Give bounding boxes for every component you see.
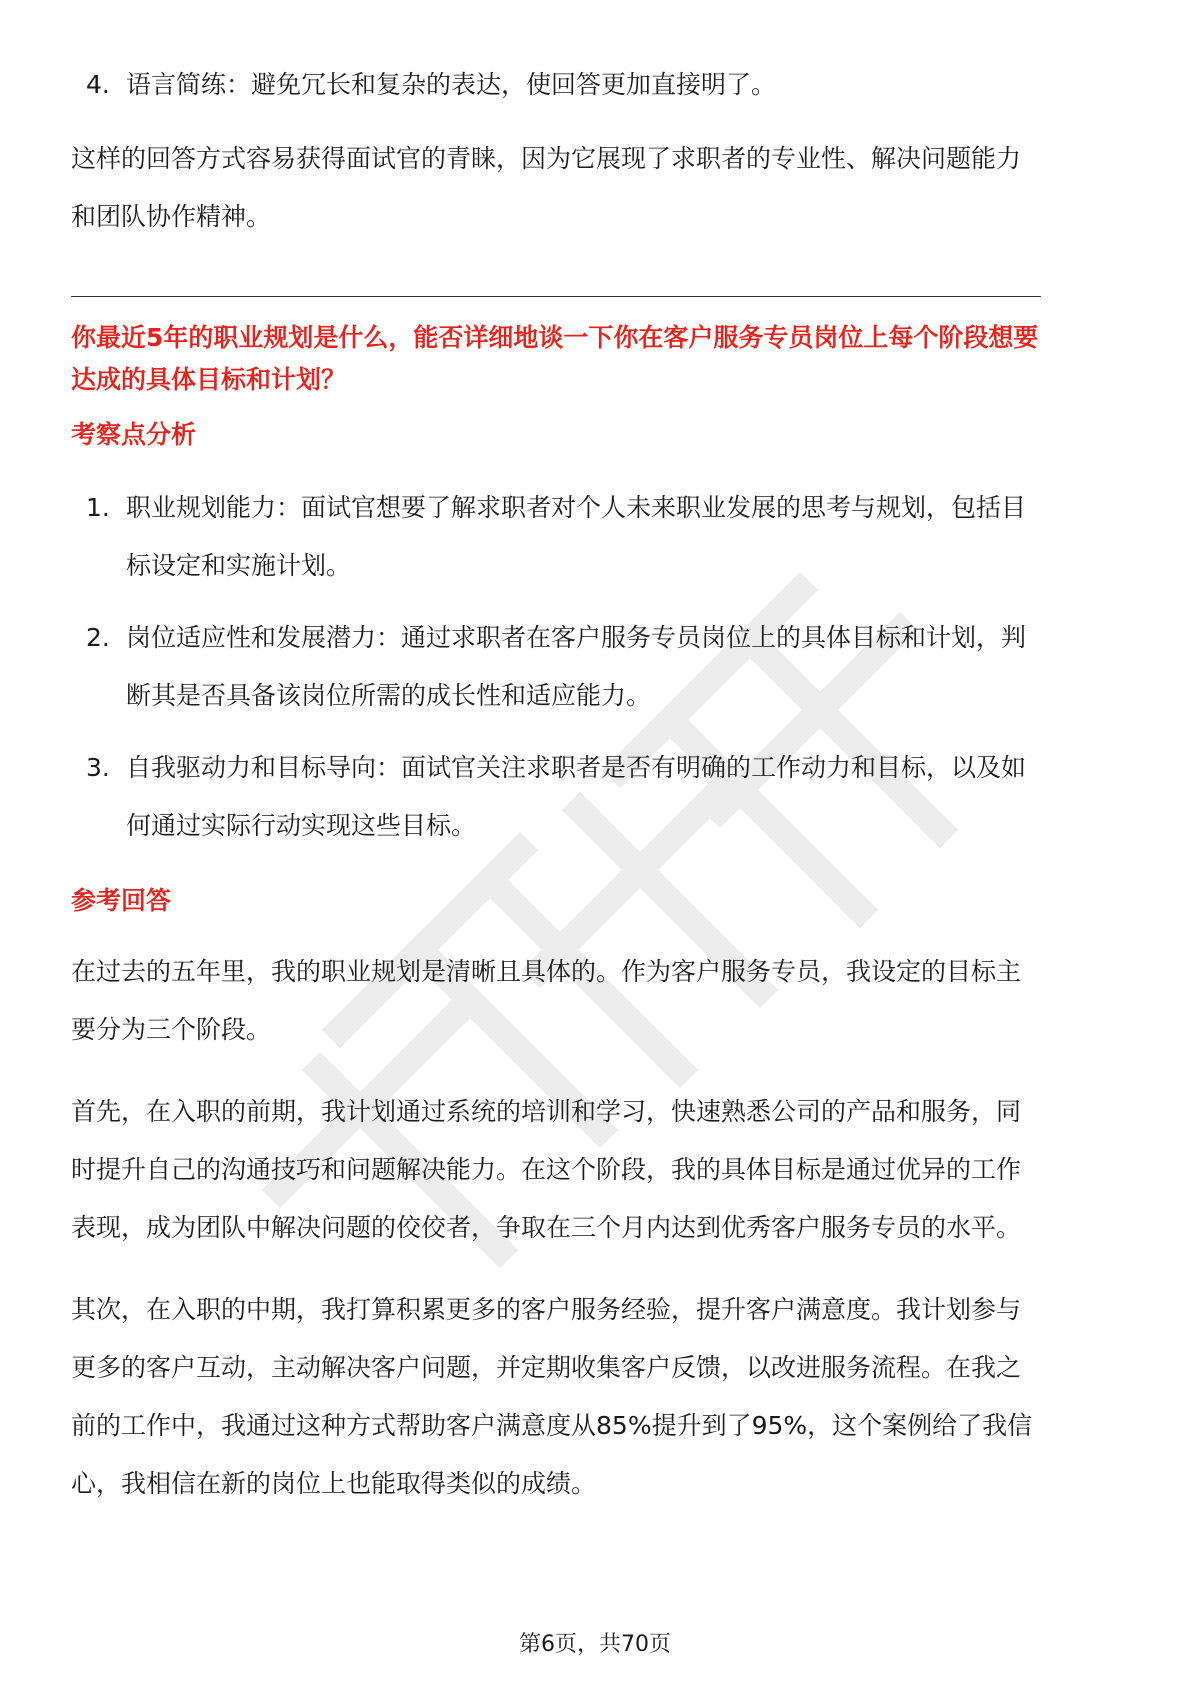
answer-heading: 参考回答 [71, 886, 172, 915]
answer-paragraph-1: 在过去的五年里，我的职业规划是清晰且具体的。作为客户服务专员，我设定的目标主要分为三个阶段。 [71, 957, 1022, 1044]
list-text: 岗位适应性和发展潜力：通过求职者在客户服务专员岗位上的具体目标和计划，判断其是否具备该岗位所需的成长性和适应能力。 [126, 623, 1027, 710]
answer-paragraph-3: 其次，在入职的中期，我打算积累更多的客户服务经验，提升客户满意度。我计划参与更多的客户互动，主动解决客户问题，并定期收集客户反馈，以改进服务流程。在我之前的工作中，我通过这种方式帮助客户满意度从85%提升到了95%，这个案例给了我信心，我相信在新的岗位上也能取得类似的成绩。 [71, 1295, 1033, 1498]
list-text: 职业规划能力：面试官想要了解求职者对个人未来职业发展的思考与规划，包括目标设定和实施计划。 [126, 493, 1027, 580]
analysis-heading: 考察点分析 [71, 420, 197, 449]
list-number: 2. [86, 623, 110, 652]
summary-paragraph: 这样的回答方式容易获得面试官的青睐，因为它展现了求职者的专业性、解决问题能力和团队协作精神。 [71, 144, 1022, 231]
analysis-item-1 [71, 479, 1041, 595]
answer-paragraph-2: 首先，在入职的前期，我计划通过系统的培训和学习，快速熟悉公司的产品和服务，同时提升自己的沟通技巧和问题解决能力。在这个阶段，我的具体目标是通过优异的工作表现，成为团队中解决问题的佼佼者，争取在三个月内达到优秀客户服务专员的水平。 [71, 1097, 1022, 1242]
list-number: 3. [86, 753, 110, 782]
list-number: 1. [86, 493, 110, 522]
document-content [71, 56, 1121, 1513]
analysis-item-2 [71, 609, 1041, 725]
analysis-list [71, 479, 1041, 855]
list-item-4 [71, 56, 1121, 114]
list-text: 自我驱动力和目标导向：面试官关注求职者是否有明确的工作动力和目标，以及如何通过实际行动实现这些目标。 [126, 753, 1027, 840]
list-text: 语言简练：避免冗长和复杂的表达，使回答更加直接明了。 [126, 70, 777, 99]
list-number: 4. [86, 70, 110, 99]
section-divider [71, 296, 1041, 297]
page-footer: 第6页，共70页 [519, 1632, 671, 1657]
interview-question: 你最近5年的职业规划是什么，能否详细地谈一下你在客户服务专员岗位上每个阶段想要达成的具体目标和计划？ [71, 323, 1039, 394]
analysis-item-3 [71, 739, 1041, 855]
